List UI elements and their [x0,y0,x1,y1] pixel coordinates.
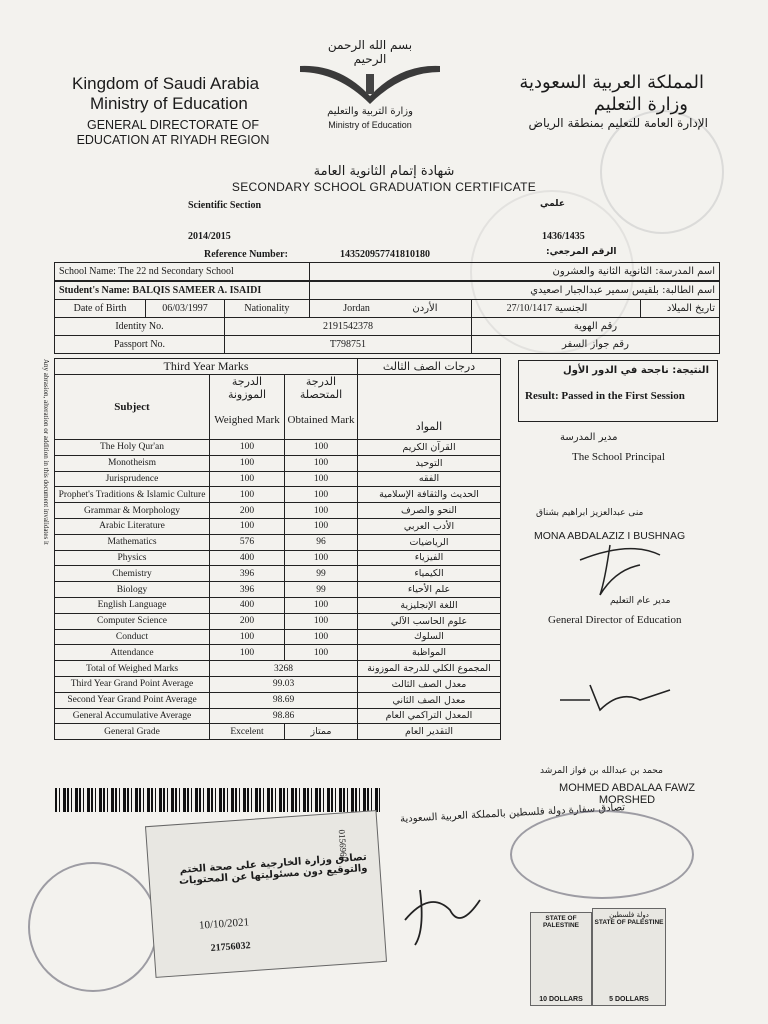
subject-name-en: Attendance [55,645,210,661]
nationality-label: Nationality [225,300,310,318]
revenue-stamp-1-title: STATE OF PALESTINE [543,915,579,929]
dob-value: 06/03/1997 [146,300,225,318]
nationality-ar: الأردن [412,303,438,314]
reference-label-ar: الرقم المرجعي: [546,247,617,257]
obtained-mark: 99 [285,566,358,582]
section-ar: علمي [540,199,565,209]
marks-row [55,455,501,471]
ministry-logo [300,34,440,134]
weighed-mark: 396 [210,566,285,582]
grade-label-ar: التقدير العام [358,724,501,740]
dob-hijri-cell [471,300,640,318]
revenue-stamp-2-title-ar: دولة فلسطين [609,911,649,919]
subject-name-ar: التوحيد [358,455,501,471]
total-label-en: Third Year Grand Point Average [55,676,210,692]
subject-name-ar: اللغة الإنجليزية [358,597,501,613]
subject-name-en: Physics [55,550,210,566]
weighed-header-ar: الدرجة الموزونة [210,375,285,402]
subject-name-en: Chemistry [55,566,210,582]
certificate-title-ar: شهادة إتمام الثانوية العامة [313,164,455,179]
marks-row [55,613,501,629]
subject-name-en: English Language [55,597,210,613]
total-label-ar: معدل الصف الثاني [358,692,501,708]
passport-label: Passport No. [55,336,225,354]
marks-row [55,597,501,613]
obtained-mark: 100 [285,455,358,471]
director-name-en-line2: MORSHED [598,794,656,806]
ministry-name-en: Ministry of Education [90,94,248,113]
dob-label-ar: تاريخ الميلاد [641,300,720,318]
obtained-header-en: Obtained Mark [285,401,358,440]
weighed-mark: 400 [210,597,285,613]
principal-title-ar: مدير المدرسة [560,432,618,443]
obtained-mark: 100 [285,629,358,645]
obtained-mark: 100 [285,645,358,661]
nationality-label-ar: الجنسية [554,303,588,314]
subject-name-ar: الرياضيات [358,534,501,550]
subject-name-en: Jurisprudence [55,471,210,487]
dob-label: Date of Birth [55,300,146,318]
subjects-header-ar: المواد [358,375,501,440]
obtained-mark: 100 [285,471,358,487]
weighed-mark: 100 [210,518,285,534]
header-english-title [72,74,259,114]
subject-name-en: Conduct [55,629,210,645]
mofa-serial: 0156960 [336,829,349,862]
director-name-en [542,782,712,806]
school-name-ar: اسم المدرسة: الثانوية الثانية والعشرون [309,263,719,282]
weighed-mark: 200 [210,613,285,629]
ministry-seal-stamp [28,862,158,992]
total-value: 3268 [210,661,358,677]
marks-row [55,471,501,487]
obtained-mark: 100 [285,503,358,519]
embassy-note: تصادق سفارة دولة فلسطين بالمملكة العربية السعودية [399,802,626,825]
marks-row [55,566,501,582]
marks-row [55,440,501,456]
obtained-header-ar: الدرجة المتحصلة [285,375,358,402]
marks-row [55,629,501,645]
totals-row [55,676,501,692]
principal-name-ar: منى عبدالعزيز ابراهيم بشناق [536,508,644,518]
total-value: 99.03 [210,676,358,692]
directorate-name-en: GENERAL DIRECTORATE OF EDUCATION AT RIYADH REGION [76,118,270,147]
marks-row [55,582,501,598]
subject-name-en: The Holy Qur'an [55,440,210,456]
embassy-signature-icon [400,880,510,950]
total-value: 98.86 [210,708,358,724]
identity-label-ar: رقم الهوية [471,318,719,336]
country-name-en: Kingdom of Saudi Arabia [72,74,260,93]
obtained-mark: 100 [285,487,358,503]
obtained-mark: 96 [285,534,358,550]
student-name-en: Student's Name: BALQIS SAMEER A. ISAIDI [55,281,310,300]
subject-name-en: Grammar & Morphology [55,503,210,519]
basmala: بسم الله الرحمن الرحيم [327,38,413,66]
general-grade-row [55,724,501,740]
header-arabic-title [519,72,704,116]
totals-row [55,661,501,677]
principal-signature-icon [570,540,690,600]
obtained-mark: 100 [285,613,358,629]
subject-name-en: Prophet's Traditions & Islamic Culture [55,487,210,503]
nationality-en: Jordan [343,303,370,314]
dob-hijri: 27/10/1417 [506,303,553,314]
principal-name-en: MONA ABDALAZIZ I BUSHNAG [534,530,686,542]
weighed-mark: 100 [210,440,285,456]
subject-name-ar: النحو والصرف [358,503,501,519]
principal-title-en: The School Principal [572,451,665,463]
result-en: Result: Passed in the First Session [525,390,685,402]
grade-label-en: General Grade [55,724,210,740]
subject-name-en: Biology [55,582,210,598]
school-name-en: School Name: The 22 nd Secondary School [55,263,310,282]
marks-row [55,503,501,519]
marks-row [55,518,501,534]
logo-english-text: Ministry of Education [328,120,412,130]
total-label-en: General Accumulative Average [55,708,210,724]
grade-ar: ممتاز [285,724,358,740]
marks-row [55,534,501,550]
subject-name-ar: السلوك [358,629,501,645]
weighed-mark: 100 [210,629,285,645]
revenue-stamp-2 [592,908,664,1004]
total-label-en: Total of Weighed Marks [55,661,210,677]
revenue-stamp-1-value: 10 DOLLARS [539,996,583,1003]
result-ar: النتيجة: ناجحة في الدور الأول [563,365,709,376]
nationality-value [309,300,471,318]
reference-number: 143520957741810180 [340,249,430,260]
subject-name-ar: القرآن الكريم [358,440,501,456]
subject-name-ar: الفيزياء [358,550,501,566]
subject-name-ar: الأدب العربي [358,518,501,534]
subject-name-ar: الفقه [358,471,501,487]
subject-name-en: Computer Science [55,613,210,629]
revenue-stamp-2-title: STATE OF PALESTINE [594,919,664,926]
director-title-en: General Director of Education [548,614,682,626]
director-signature-icon [560,680,680,720]
totals-row [55,692,501,708]
weighed-mark: 100 [210,645,285,661]
director-name-en-line1: MOHMED ABDALAA FAWZ [559,782,695,794]
subject-name-ar: علوم الحاسب الآلي [358,613,501,629]
total-label-ar: معدل الصف الثالث [358,676,501,692]
passport-value: T798751 [225,336,472,354]
weighed-header-en: Weighed Mark [210,401,285,440]
barcode [55,788,380,812]
weighed-mark: 396 [210,582,285,598]
weighed-mark: 100 [210,487,285,503]
marks-title-ar: درجات الصف الثالث [358,359,501,375]
subject-name-en: Arabic Literature [55,518,210,534]
embassy-stamp [510,810,694,899]
obtained-mark: 99 [285,582,358,598]
obtained-mark: 100 [285,518,358,534]
marks-row [55,550,501,566]
subject-name-ar: المواظبة [358,645,501,661]
side-validity-note [36,360,50,720]
subject-name-ar: الكيمياء [358,566,501,582]
side-note-text: Any abrasion, alteration or addition in this document invalidates it [42,359,50,545]
total-label-ar: المجموع الكلي للدرجة الموزونة [358,661,501,677]
identity-value: 2191542378 [225,318,472,336]
section-en: Scientific Section [188,200,262,211]
total-label-en: Second Year Grand Point Average [55,692,210,708]
academic-year-en: 2014/2015 [188,231,231,242]
weighed-mark: 400 [210,550,285,566]
totals-row [55,708,501,724]
marks-row [55,487,501,503]
mofa-authentication-stamp [145,810,387,978]
marks-title-en: Third Year Marks [55,359,358,375]
subject-name-en: Monotheism [55,455,210,471]
weighed-mark: 576 [210,534,285,550]
country-name-ar: المملكة العربية السعودية [519,72,704,93]
result-box [518,360,718,422]
ministry-name-ar: وزارة التعليم [593,94,688,115]
obtained-mark: 100 [285,597,358,613]
directorate-name-ar: الإدارة العامة للتعليم بمنطقة الرياض [528,116,708,130]
revenue-stamp-2-value: 5 DOLLARS [609,996,649,1003]
total-value: 98.69 [210,692,358,708]
weighed-mark: 100 [210,471,285,487]
total-label-ar: المعدل التراكمي العام [358,708,501,724]
student-info-table [54,262,720,354]
marks-row [55,645,501,661]
passport-label-ar: رقم جواز السفر [471,336,719,354]
subject-name-en: Mathematics [55,534,210,550]
marks-table [54,358,501,740]
mofa-note: تصادق وزارة الخارجية على صحة الختم والتوقيع دون مسئوليتها عن المحتويات [178,851,368,888]
mofa-stamp-number: 21756032 [210,940,251,954]
revenue-stamp-1 [530,912,590,1004]
academic-year-ar: 1436/1435 [542,231,585,242]
student-name-ar: اسم الطالبة: بلقيس سمير عبدالجبار اصعيدي [309,281,719,300]
weighed-mark: 200 [210,503,285,519]
reference-label-en: Reference Number: [204,249,288,260]
certificate-title-en: SECONDARY SCHOOL GRADUATION CERTIFICATE [231,180,537,194]
mofa-date: 10/10/2021 [198,916,250,932]
weighed-mark: 100 [210,455,285,471]
grade-en: Excelent [210,724,285,740]
director-title-ar: مدير عام التعليم [610,596,671,606]
identity-label: Identity No. [55,318,225,336]
subject-name-ar: علم الأحياء [358,582,501,598]
subject-header: Subject [55,375,210,440]
director-name-ar: محمد بن عبدالله بن فواز المرشد [540,766,663,776]
logo-arabic-text: وزارة التربية والتعليم [327,106,413,117]
subject-name-ar: الحديث والثقافة الإسلامية [358,487,501,503]
obtained-mark: 100 [285,440,358,456]
obtained-mark: 100 [285,550,358,566]
